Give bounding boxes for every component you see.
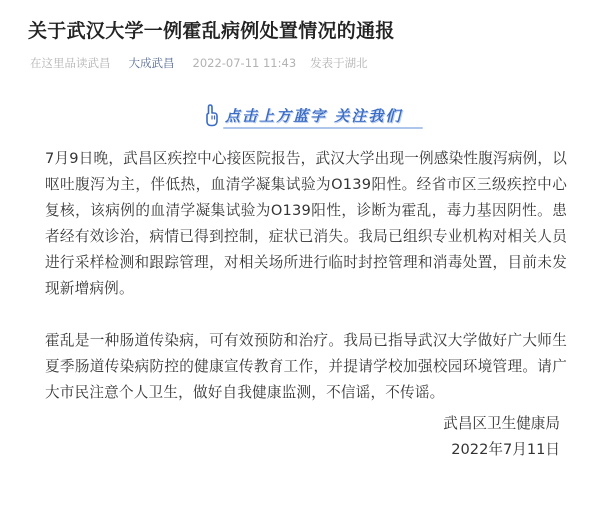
article-title: 关于武汉大学一例霍乱病例处置情况的通报: [28, 20, 395, 42]
account-name-link[interactable]: 大成武昌: [128, 56, 175, 70]
banner-underline: [223, 127, 423, 129]
read-prompt: 在这里品读武昌: [30, 56, 111, 70]
article-body: [45, 146, 567, 406]
body-paragraph-2: 霍乱是一种肠道传染病，可有效预防和治疗。我局已指导武汉大学做好广大师生夏季肠道传染病防控的健康宣传教育工作，并提请学校加强校园环境管理。请广大市民注意个人卫生，做好自我健康监测，不信谣，不传谣。: [45, 332, 567, 401]
publish-location: 发表于湖北: [310, 56, 368, 70]
follow-us-text: 点击上方蓝字 关注我们: [225, 106, 403, 125]
follow-us-banner[interactable]: [205, 101, 427, 129]
body-paragraph-1: 7月9日晚，武昌区疾控中心接医院报告，武汉大学出现一例感染性腹泻病例，以呕吐腹泻为主，伴低热，血清学凝集试验为O139阳性。经省市区三级疾控中心复核，该病例的血清学凝集试验为O139阳性，诊断为霍乱，毒力基因阴性。患者经有效诊治，病情已得到控制，症状已消失。我局已组织专业机构对相关人员进行采样检测和跟踪管理，对相关场所进行临时封控管理和消毒处置，目前未发现新增病例。: [45, 150, 567, 297]
pointing-hand-icon: [205, 103, 219, 127]
publish-datetime: 2022-07-11 11:43: [192, 56, 297, 70]
signature-org: 武昌区卫生健康局: [443, 415, 560, 432]
article-meta: [30, 55, 368, 71]
signature-block: [443, 411, 560, 463]
signature-date: 2022年7月11日: [451, 441, 560, 458]
